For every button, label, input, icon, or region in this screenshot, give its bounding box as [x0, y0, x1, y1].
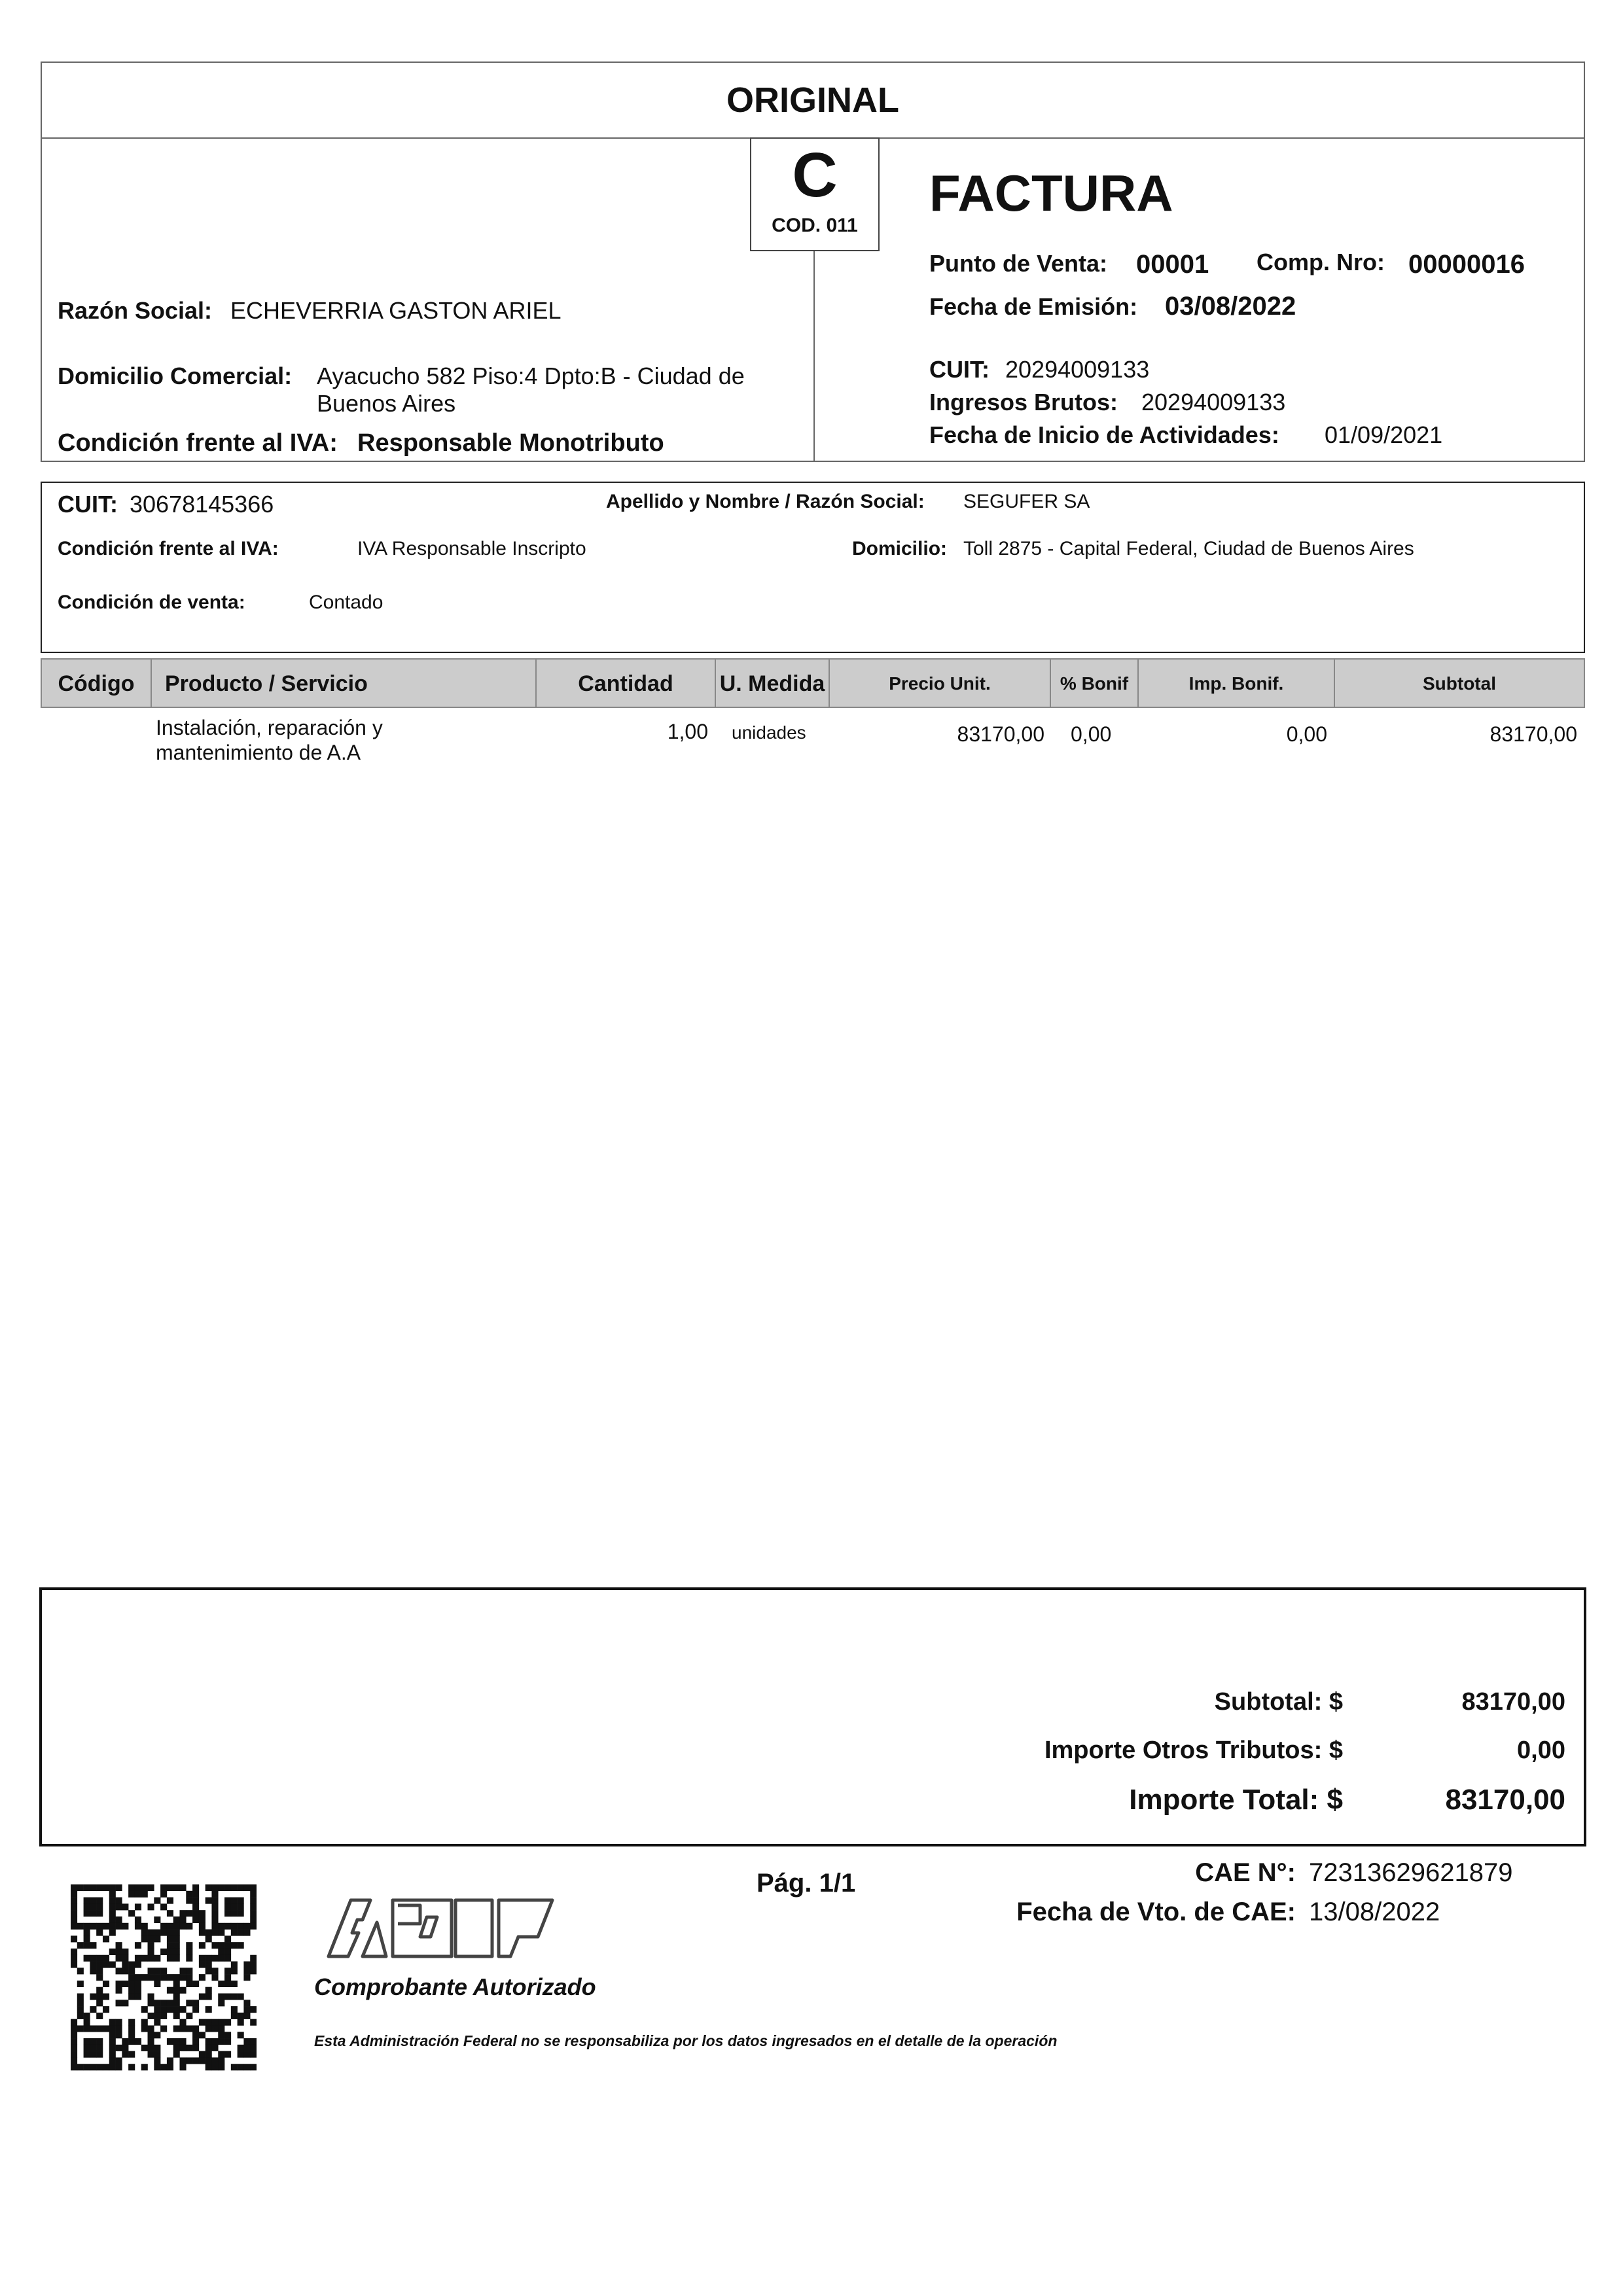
- punto-venta-value: 00001: [1136, 250, 1209, 279]
- inicio-actividades-value: 01/09/2021: [1325, 421, 1443, 448]
- comp-nro-label: Comp. Nro:: [1257, 249, 1385, 275]
- razon-social-value: ECHEVERRIA GASTON ARIEL: [230, 297, 562, 324]
- qr-code: [71, 1884, 257, 2072]
- punto-venta-label: Punto de Venta:: [929, 250, 1108, 277]
- col-producto: Producto / Servicio: [152, 660, 537, 708]
- copy-label: ORIGINAL: [726, 80, 899, 120]
- comprobante-autorizado: Comprobante Autorizado: [314, 1973, 596, 2000]
- row-producto-line1: Instalación, reparación y: [156, 716, 383, 739]
- issuer-cuit-label: CUIT:: [929, 356, 990, 383]
- inicio-actividades-label: Fecha de Inicio de Actividades:: [929, 421, 1279, 448]
- row-bonif-pct: 0,00: [1071, 722, 1112, 746]
- client-cuit-value: 30678145366: [130, 491, 274, 518]
- col-bonif-imp: Imp. Bonif.: [1139, 660, 1335, 708]
- client-nombre-value: SEGUFER SA: [963, 491, 1090, 512]
- cae-value: 72313629621879: [1309, 1858, 1513, 1887]
- invoice-letter: C: [792, 140, 838, 210]
- header-vertical-divider: [813, 249, 815, 462]
- cae-vto-label: Fecha de Vto. de CAE:: [1016, 1898, 1296, 1926]
- fecha-emision-label: Fecha de Emisión:: [929, 293, 1138, 320]
- invoice-code: COD. 011: [772, 215, 858, 236]
- cae-label: CAE N°:: [1195, 1858, 1296, 1887]
- client-domicilio-value: Toll 2875 - Capital Federal, Ciudad de Buenos Aires: [963, 538, 1414, 559]
- afip-disclaimer: Esta Administración Federal no se responsabiliza por los datos ingresados en el detalle de la operación: [314, 2032, 1058, 2049]
- page-number: Pág. 1/1: [757, 1869, 856, 1898]
- row-subtotal: 83170,00: [1489, 722, 1577, 746]
- col-bonif-pct: % Bonif: [1051, 660, 1139, 708]
- table-row: [41, 716, 1585, 775]
- qr-code-graphic: [71, 1884, 257, 2072]
- subtotal-label: Subtotal: $: [1214, 1688, 1343, 1716]
- issuer-iva-label: Condición frente al IVA:: [58, 429, 338, 457]
- invoice-letter-box: [750, 137, 880, 251]
- client-iva-value: IVA Responsable Inscripto: [357, 538, 586, 559]
- client-iva-label: Condición frente al IVA:: [58, 538, 279, 559]
- ingresos-brutos-label: Ingresos Brutos:: [929, 389, 1118, 415]
- domicilio-comercial-line1: Ayacucho 582 Piso:4 Dpto:B - Ciudad de: [317, 362, 745, 389]
- issuer-cuit-value: 20294009133: [1005, 356, 1150, 383]
- client-venta-value: Contado: [309, 592, 383, 613]
- row-precio: 83170,00: [957, 722, 1044, 746]
- afip-logo-icon: [322, 1891, 564, 1962]
- fecha-emision-value: 03/08/2022: [1165, 292, 1296, 321]
- col-cantidad: Cantidad: [537, 660, 716, 708]
- row-cantidad: 1,00: [667, 720, 708, 743]
- comp-nro-value: 00000016: [1408, 250, 1525, 279]
- ingresos-brutos-value: 20294009133: [1141, 389, 1286, 415]
- otros-tributos-label: Importe Otros Tributos: $: [1044, 1737, 1343, 1764]
- items-table-header: [41, 658, 1585, 708]
- col-precio: Precio Unit.: [830, 660, 1051, 708]
- client-cuit-label: CUIT:: [58, 491, 118, 518]
- total-label: Importe Total: $: [1129, 1784, 1343, 1816]
- razon-social-label: Razón Social:: [58, 297, 213, 324]
- row-producto-line2: mantenimiento de A.A: [156, 741, 361, 764]
- issuer-iva-value: Responsable Monotributo: [357, 429, 664, 457]
- total-value: 83170,00: [1445, 1784, 1565, 1816]
- otros-tributos-value: 0,00: [1517, 1737, 1565, 1764]
- client-domicilio-label: Domicilio:: [852, 538, 948, 559]
- row-unidad: unidades: [732, 722, 806, 743]
- afip-logo: [322, 1891, 564, 1962]
- subtotal-value: 83170,00: [1461, 1688, 1565, 1716]
- client-venta-label: Condición de venta:: [58, 592, 245, 613]
- col-codigo: Código: [42, 660, 152, 708]
- domicilio-comercial-line2: Buenos Aires: [317, 390, 456, 417]
- client-nombre-label: Apellido y Nombre / Razón Social:: [606, 491, 925, 512]
- cae-vto-value: 13/08/2022: [1309, 1898, 1440, 1926]
- row-bonif-imp: 0,00: [1286, 722, 1327, 746]
- col-subtotal: Subtotal: [1423, 673, 1496, 694]
- domicilio-comercial-label: Domicilio Comercial:: [58, 362, 293, 389]
- col-unidad: U. Medida: [716, 660, 830, 708]
- doc-type-title: FACTURA: [929, 164, 1173, 222]
